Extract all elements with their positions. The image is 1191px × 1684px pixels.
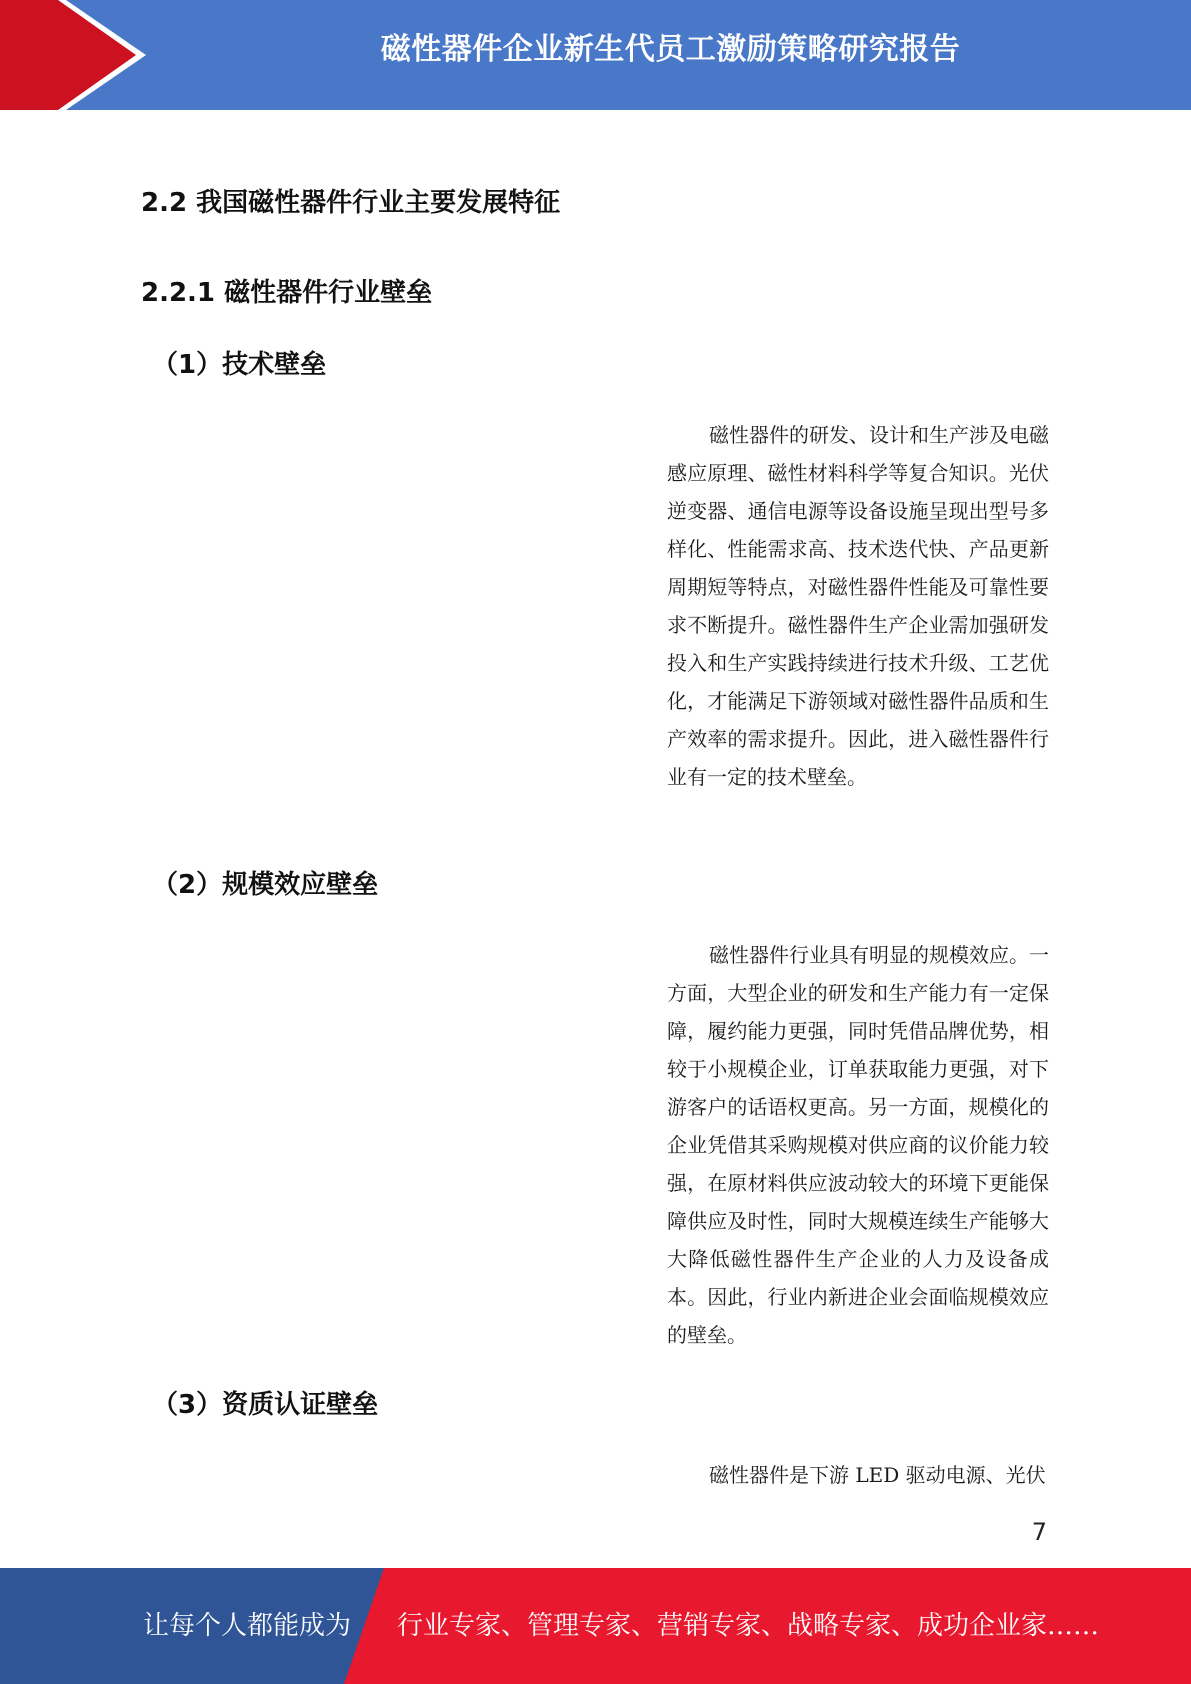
- page-header: [0, 0, 1191, 110]
- paragraph-certification: 磁性器件是下游 LED 驱动电源、光伏: [709, 1463, 1046, 1487]
- header-arrow-icon: [0, 0, 160, 110]
- item-heading-scale: （2）规模效应壁垒: [152, 870, 379, 900]
- footer-slogan-right: 行业专家、管理专家、营销专家、战略专家、成功企业家……: [397, 1611, 1100, 1641]
- footer-slogan-left: 让每个人都能成为: [143, 1611, 352, 1641]
- page-footer: [0, 1568, 1191, 1684]
- paragraph-scale: 磁性器件行业具有明显的规模效应。一方面，大型企业的研发和生产能力有一定保障，履约能力更强，同时凭借品牌优势，相较于小规模企业，订单获取能力更强，对下游客户的话语权更高。另一方面，规模化的企业凭借其采购规模对供应商的议价能力较强，在原材料供应波动较大的环境下更能保障供应及时性，同时大规模连续生产能够大大降低磁性器件生产企业的人力及设备成本。因此，行业内新进企业会面临规模效应的壁垒。: [667, 943, 1049, 1347]
- subsection-heading: 2.2.1 磁性器件行业壁垒: [141, 278, 433, 308]
- item-heading-technology: （1）技术壁垒: [152, 350, 327, 380]
- paragraph-technology: 磁性器件的研发、设计和生产涉及电磁感应原理、磁性材料科学等复合知识。光伏逆变器、通信电源等设备设施呈现出型号多样化、性能需求高、技术迭代快、产品更新周期短等特点，对磁性器件性能及可靠性要求不断提升。磁性器件生产企业需加强研发投入和生产实践持续进行技术升级、工艺优化，才能满足下游领域对磁性器件品质和生产效率的需求提升。因此，进入磁性器件行业有一定的技术壁垒。: [667, 423, 1049, 789]
- section-heading: 2.2 我国磁性器件行业主要发展特征: [141, 188, 561, 218]
- item-heading-certification: （3）资质认证壁垒: [152, 1390, 379, 1420]
- report-title: 磁性器件企业新生代员工激励策略研究报告: [380, 32, 961, 67]
- page-number: 7: [1031, 1518, 1047, 1546]
